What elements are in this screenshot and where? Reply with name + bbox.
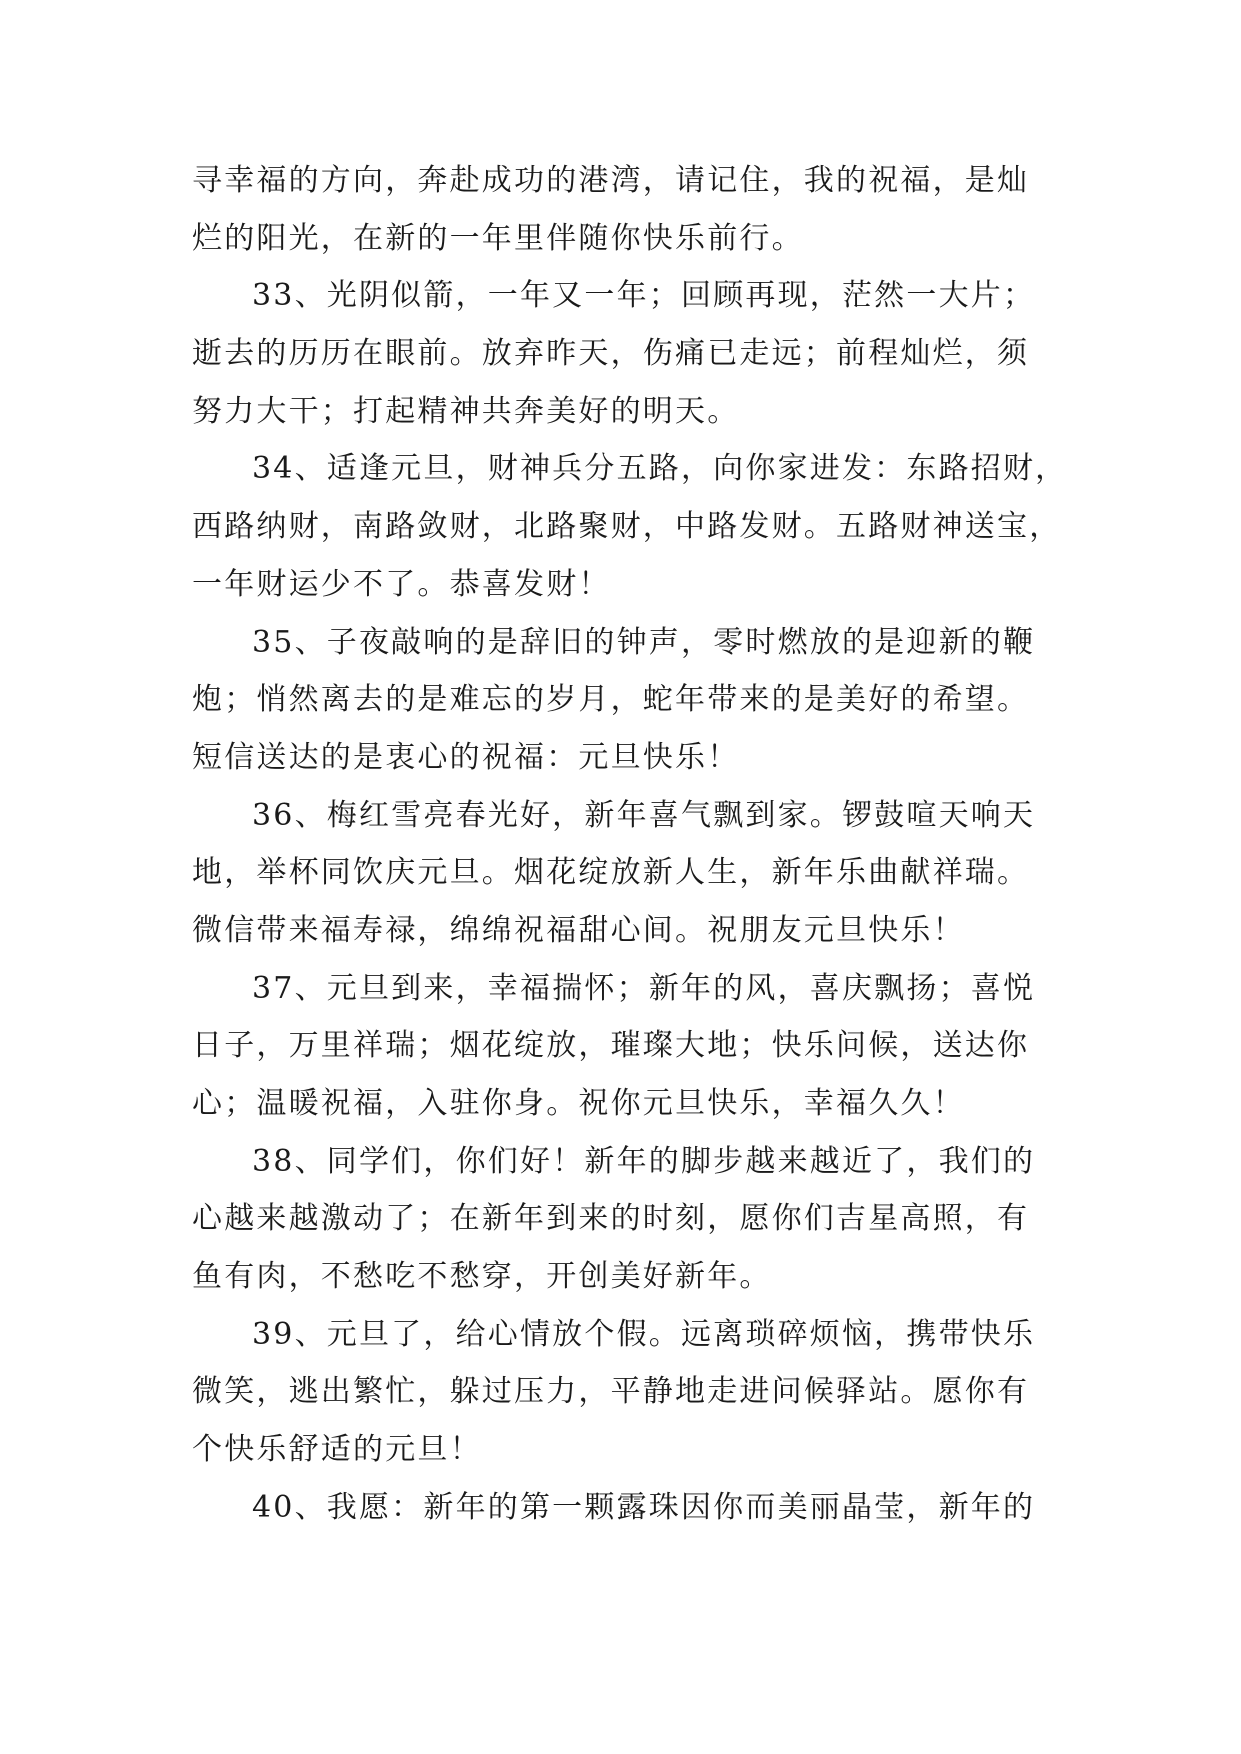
paragraph-first-line: 37、元旦到来，幸福揣怀；新年的风，喜庆飘扬；喜悦: [252, 970, 1036, 1006]
paragraph-first-line: 33、光阴似箭，一年又一年；回顾再现，茫然一大片；: [252, 278, 1036, 314]
paragraph-line: 寻幸福的方向，奔赴成功的港湾，请记住，我的祝福，是灿: [192, 163, 1030, 198]
paragraph-line: 努力大干；打起精神共奔美好的明天。: [192, 393, 740, 429]
paragraph-first-line: 39、元旦了，给心情放个假。远离琐碎烦恼，携带快乐: [252, 1316, 1036, 1352]
paragraph-line: 个快乐舒适的元旦！: [192, 1432, 482, 1468]
paragraph-line: 烂的阳光，在新的一年里伴随你快乐前行。: [192, 220, 804, 256]
paragraph-line: 日子，万里祥瑞；烟花绽放，璀璨大地；快乐问候，送达你: [192, 1028, 1030, 1064]
paragraph-line: 逝去的历历在眼前。放弃昨天，伤痛已走远；前程灿烂，须: [192, 336, 1030, 372]
paragraph-line: 微笑，逃出繁忙，躲过压力，平静地走进问候驿站。愿你有: [192, 1374, 1030, 1410]
paragraph-first-line: 35、子夜敲响的是辞旧的钟声，零时燃放的是迎新的鞭: [252, 624, 1036, 660]
paragraph-line: 鱼有肉，不愁吃不愁穿，开创美好新年。: [192, 1259, 772, 1295]
paragraph-line: 微信带来福寿禄，绵绵祝福甜心间。祝朋友元旦快乐！: [192, 912, 965, 948]
paragraph-line: 地，举杯同饮庆元旦。烟花绽放新人生，新年乐曲献祥瑞。: [192, 855, 1030, 891]
paragraph-line: 西路纳财，南路敛财，北路聚财，中路发财。五路财神送宝，: [192, 509, 1062, 545]
paragraph-line: 一年财运少不了。恭喜发财！: [192, 566, 611, 602]
paragraph-line: 短信送达的是衷心的祝福：元旦快乐！: [192, 739, 740, 775]
paragraph-first-line: 34、适逢元旦，财神兵分五路，向你家进发：东路招财，: [252, 451, 1068, 487]
paragraph-line: 心；温暖祝福，入驻你身。祝你元旦快乐，幸福久久！: [192, 1086, 965, 1121]
document-body: [192, 152, 1072, 1537]
paragraph-first-line: 38、同学们，你们好！新年的脚步越来越近了，我们的: [252, 1143, 1036, 1179]
paragraph-first-line: 36、梅红雪亮春光好，新年喜气飘到家。锣鼓喧天响天: [252, 797, 1036, 833]
paragraph-line: 炮；悄然离去的是难忘的岁月，蛇年带来的是美好的希望。: [192, 682, 1030, 718]
paragraph-line: 心越来越激动了；在新年到来的时刻，愿你们吉星高照，有: [192, 1201, 1030, 1237]
paragraph-first-line: 40、我愿：新年的第一颗露珠因你而美丽晶莹，新年的: [252, 1489, 1036, 1525]
